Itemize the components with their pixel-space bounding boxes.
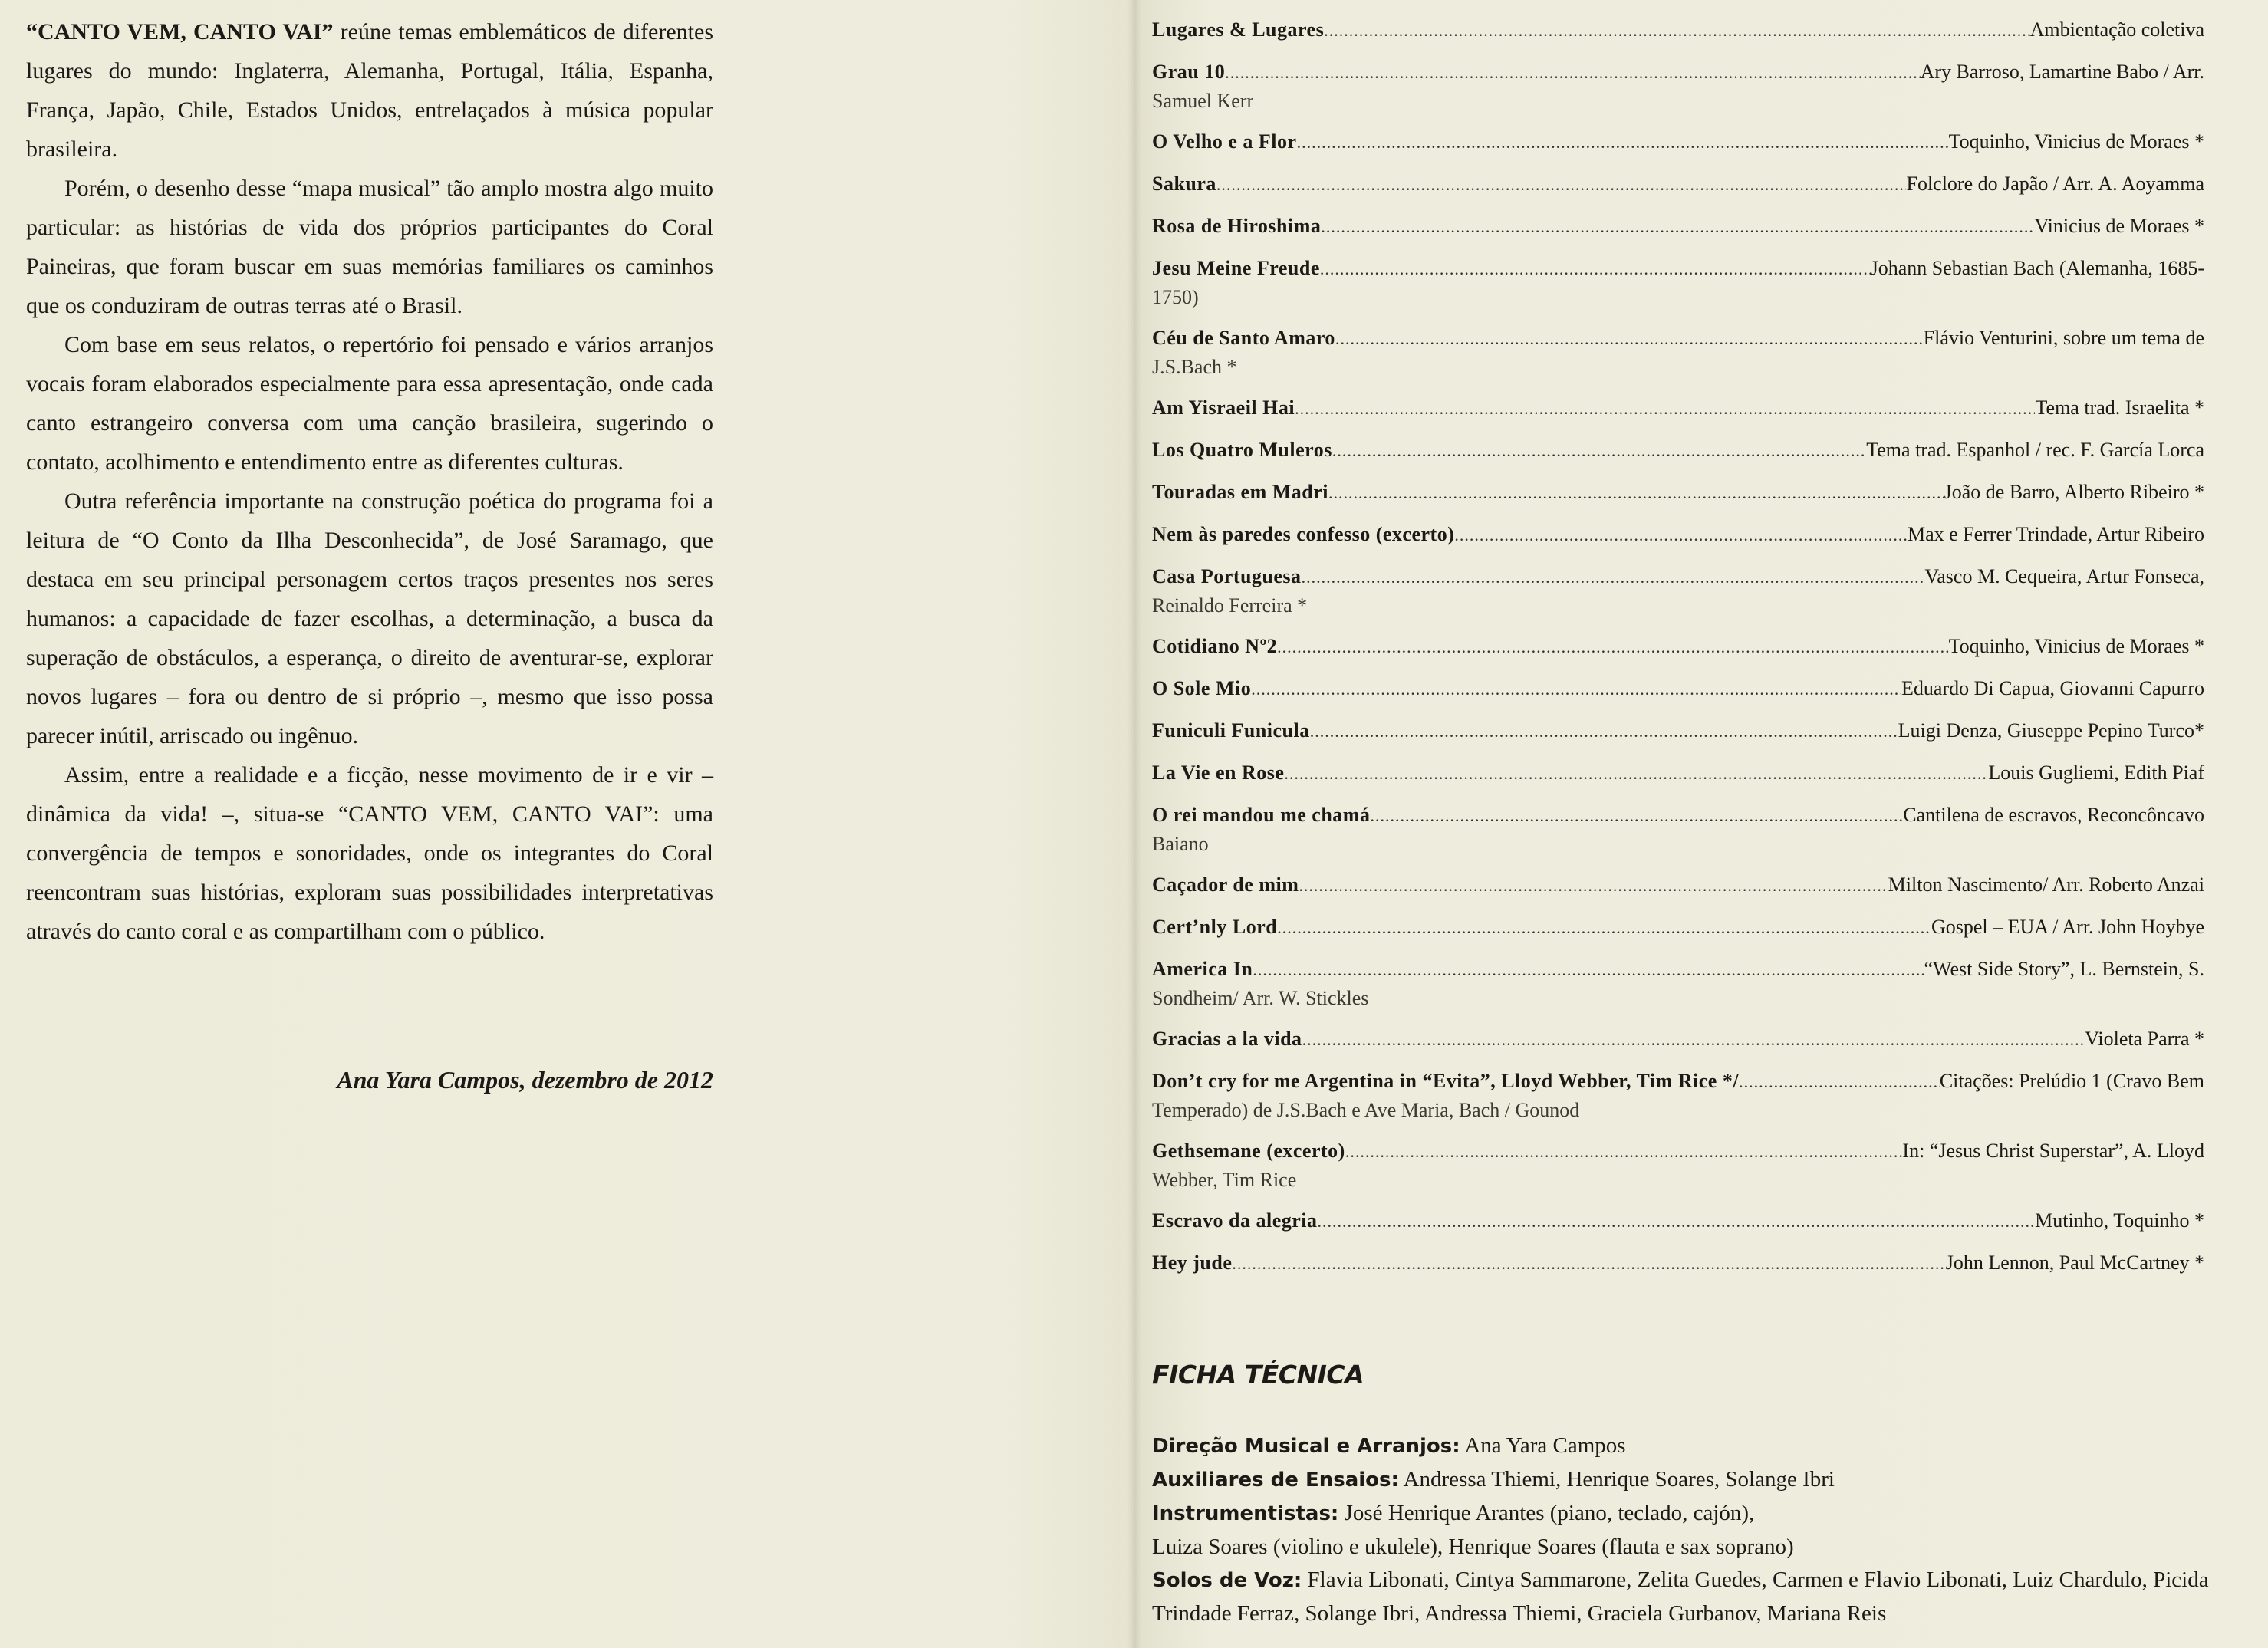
song-credit-continued: Baiano [1152, 833, 1209, 855]
song-credit-continued: 1750) [1152, 286, 1199, 308]
credit-solos [1152, 1564, 2241, 1597]
program-entry [1152, 478, 2204, 508]
song-credit: Flávio Venturini, sobre um tema de [1923, 327, 2204, 349]
dot-leader [1232, 1249, 1945, 1278]
program-entry [1152, 1067, 2204, 1124]
dot-leader [1295, 394, 2035, 423]
song-title: Céu de Santo Amaro [1152, 327, 1335, 349]
credit-direcao [1152, 1429, 2241, 1463]
song-title: Cotidiano Nº2 [1152, 635, 1278, 657]
song-credit: Ary Barroso, Lamartine Babo / Arr. [1920, 61, 2204, 83]
song-credit-continued: J.S.Bach * [1152, 356, 1237, 378]
song-title: Grau 10 [1152, 61, 1226, 83]
program-entry [1152, 254, 2204, 311]
dot-leader [1454, 521, 1908, 550]
dot-leader [1297, 128, 1949, 157]
dot-leader [1370, 801, 1903, 831]
song-credit: Johann Sebastian Bach (Alemanha, 1685- [1870, 257, 2204, 279]
dot-leader [1310, 717, 1898, 746]
song-title: Gethsemane (excerto) [1152, 1140, 1345, 1162]
credit-label: Instrumentistas: [1152, 1502, 1339, 1525]
song-credit: Violeta Parra * [2085, 1028, 2204, 1050]
credit-label: Direção Musical e Arranjos: [1152, 1435, 1460, 1458]
song-title: Jesu Meine Freude [1152, 257, 1320, 279]
credit-instrumentistas-continued: Luiza Soares (violino e ukulele), Henrique Soares (flauta e sax soprano) [1152, 1535, 1794, 1559]
song-title: America In [1152, 958, 1253, 980]
ficha-tecnica-heading: FICHA TÉCNICA [1152, 1360, 1364, 1390]
song-credit: In: “Jesus Christ Superstar”, A. Lloyd [1902, 1140, 2204, 1162]
song-credit-continued: Reinaldo Ferreira * [1152, 594, 1308, 617]
song-credit: Milton Nascimento/ Arr. Roberto Anzai [1888, 873, 2204, 896]
song-title: Caçador de mim [1152, 873, 1299, 896]
song-credit: Vasco M. Cequeira, Artur Fonseca, [1924, 565, 2204, 587]
song-credit-continued: Temperado) de J.S.Bach e Ave Maria, Bach / Gounod [1152, 1099, 1580, 1121]
credit-value: Andressa Thiemi, Henrique Soares, Solange Ibri [1398, 1467, 1835, 1492]
intro-lead: “CANTO VEM, CANTO VAI” [26, 19, 334, 44]
song-credit: Ambientação coletiva [2029, 18, 2204, 41]
program-entry [1152, 15, 2204, 45]
ficha-tecnica [1152, 1429, 2241, 1630]
song-title: Nem às paredes confesso (excerto) [1152, 523, 1455, 545]
credit-instrumentistas [1152, 1497, 2241, 1531]
dot-leader [1739, 1067, 1940, 1097]
song-title: Gracias a la vida [1152, 1028, 1302, 1050]
credit-value: José Henrique Arantes (piano, teclado, cajón), [1338, 1501, 1755, 1525]
song-credit: Louis Gugliemi, Edith Piaf [1988, 762, 2204, 784]
credit-label: Solos de Voz: [1152, 1569, 1302, 1592]
dot-leader [1332, 436, 1866, 465]
program-entry [1152, 674, 2204, 704]
dot-leader [1251, 675, 1901, 704]
program-entry [1152, 1025, 2204, 1054]
program-entry [1152, 58, 2204, 115]
dot-leader [1299, 871, 1888, 900]
song-credit: Toquinho, Vinicius de Moraes * [1948, 635, 2204, 657]
song-title: O rei mandou me chamá [1152, 804, 1371, 826]
dot-leader [1216, 170, 1907, 199]
song-title: Casa Portuguesa [1152, 565, 1302, 587]
program-entry [1152, 127, 2204, 157]
dot-leader [1253, 956, 1924, 985]
song-credit: Folclore do Japão / Arr. A. Aoyamma [1906, 173, 2204, 195]
dot-leader [1277, 633, 1948, 662]
song-title: Lugares & Lugares [1152, 18, 1325, 41]
intro-paragraph-3: Com base em seus relatos, o repertório foi pensado e vários arranjos vocais foram elaborados especialmente para essa apresentação, onde cada canto estrangeiro conversa com uma canção brasileira, sugerindo o contato, acolhimento e entendimento entre as diferentes culturas. [26, 332, 713, 475]
credit-label: Auxiliares de Ensaios: [1152, 1469, 1399, 1492]
dot-leader [1320, 255, 1871, 284]
song-credit: John Lennon, Paul McCartney * [1945, 1252, 2204, 1274]
intro-paragraph-4: Outra referência importante na construção poética do programa foi a leitura de “O Conto da Ilha Desconhecida”, de José Saramago, que destaca em seu principal personagem certos traços presentes nos seres humanos: a capacidade de fazer escolhas, a determinação, a busca da superação de obstáculos, a esperança, o direito de aventurar-se, explorar novos lugares – fora ou dentro de si próprio –, mesmo que isso possa parecer inútil, arriscado ou ingênuo. [26, 488, 713, 748]
song-title: Hey jude [1152, 1252, 1233, 1274]
program-entry [1152, 393, 2204, 423]
song-credit-continued: Sondheim/ Arr. W. Stickles [1152, 987, 1369, 1009]
song-title: La Vie en Rose [1152, 762, 1285, 784]
program-entry [1152, 324, 2204, 381]
song-credit: Mutinho, Toquinho * [2035, 1209, 2204, 1232]
song-title: Sakura [1152, 173, 1216, 195]
song-credit: Citações: Prelúdio 1 (Cravo Bem [1939, 1070, 2204, 1092]
program-entry [1152, 1248, 2204, 1278]
intro-paragraph-1 [26, 12, 713, 169]
program-list [1152, 15, 2204, 1291]
signature: Ana Yara Campos, dezembro de 2012 [337, 1066, 713, 1094]
program-entry [1152, 436, 2204, 465]
dot-leader [1284, 759, 1988, 788]
song-title: Funiculi Funicula [1152, 719, 1310, 742]
song-credit-continued: Samuel Kerr [1152, 90, 1254, 112]
program-entry [1152, 520, 2204, 550]
song-title: Cert’nly Lord [1152, 916, 1278, 938]
song-credit: Luigi Denza, Giuseppe Pepino Turco* [1898, 719, 2204, 742]
song-credit: Cantilena de escravos, Reconcôncavo [1903, 804, 2204, 826]
song-credit: Toquinho, Vinicius de Moraes * [1948, 130, 2204, 153]
program-entry [1152, 870, 2204, 900]
dot-leader [1277, 913, 1931, 942]
program-entry [1152, 632, 2204, 662]
program-entry [1152, 1136, 2204, 1194]
song-title: Don’t cry for me Argentina in “Evita”, Lloyd Webber, Tim Rice */ [1152, 1070, 1740, 1092]
song-title: O Sole Mio [1152, 677, 1252, 699]
song-credit-continued: Webber, Tim Rice [1152, 1169, 1297, 1191]
song-title: O Velho e a Flor [1152, 130, 1297, 153]
program-entry [1152, 913, 2204, 942]
song-credit: Tema trad. Israelita * [2035, 396, 2204, 419]
intro-text [26, 12, 713, 951]
credit-solos-continued: Trindade Ferraz, Solange Ibri, Andressa Thiemi, Graciela Gurbanov, Mariana Reis [1152, 1601, 1887, 1626]
program-entry [1152, 562, 2204, 620]
credit-auxiliares [1152, 1463, 2241, 1497]
song-title: Am Yisraeil Hai [1152, 396, 1295, 419]
dot-leader [1328, 479, 1944, 508]
program-entry [1152, 212, 2204, 242]
dot-leader [1345, 1137, 1903, 1166]
program-entry [1152, 955, 2204, 1012]
dot-leader [1335, 324, 1924, 354]
credit-value: Ana Yara Campos [1460, 1433, 1626, 1458]
dot-leader [1324, 16, 2029, 45]
dot-leader [1302, 563, 1925, 592]
song-credit: “West Side Story”, L. Bernstein, S. [1924, 958, 2204, 980]
intro-paragraph-5: Assim, entre a realidade e a ficção, nesse movimento de ir e vir – dinâmica da vida! –, situa-se “CANTO VEM, CANTO VAI”: uma convergência de tempos e sonoridades, onde os integrantes do Coral reencontram suas histórias, exploram suas possibilidades interpretativas através do canto coral e as compartilham com o público. [26, 762, 713, 944]
program-entry [1152, 801, 2204, 858]
program-entry [1152, 1206, 2204, 1236]
program-entry [1152, 716, 2204, 746]
song-credit: Gospel – EUA / Arr. John Hoybye [1931, 916, 2204, 938]
dot-leader [1225, 58, 1920, 87]
song-title: Touradas em Madri [1152, 481, 1328, 503]
song-credit: João de Barro, Alberto Ribeiro * [1944, 481, 2204, 503]
dot-leader [1318, 1207, 2036, 1236]
dot-leader [1321, 212, 2034, 242]
song-credit: Max e Ferrer Trindade, Artur Ribeiro [1907, 523, 2204, 545]
credit-value: Flavia Libonati, Cintya Sammarone, Zelita Guedes, Carmen e Flavio Libonati, Luiz Chardulo, Picida [1302, 1567, 2209, 1592]
song-credit: Eduardo Di Capua, Giovanni Capurro [1901, 677, 2204, 699]
page-fold [1127, 0, 1141, 1648]
song-title: Escravo da alegria [1152, 1209, 1318, 1232]
intro-paragraph-1-text: reúne temas emblemáticos de diferentes lugares do mundo: Inglaterra, Alemanha, Portugal, Itália, Espanha, França, Japão, Chile, Estados Unidos, entrelaçados à música popular brasileira. [26, 19, 714, 162]
song-title: Los Quatro Muleros [1152, 439, 1332, 461]
song-title: Rosa de Hiroshima [1152, 215, 1322, 237]
program-entry [1152, 169, 2204, 199]
program-entry [1152, 758, 2204, 788]
song-credit: Vinicius de Moraes * [2034, 215, 2204, 237]
dot-leader [1302, 1025, 2085, 1054]
song-credit: Tema trad. Espanhol / rec. F. García Lorca [1866, 439, 2204, 461]
intro-paragraph-2: Porém, o desenho desse “mapa musical” tão amplo mostra algo muito particular: as histórias de vida dos próprios participantes do Coral Paineiras, que foram buscar em suas memórias familiares os caminhos que os conduziram de outras terras até o Brasil. [26, 176, 713, 318]
